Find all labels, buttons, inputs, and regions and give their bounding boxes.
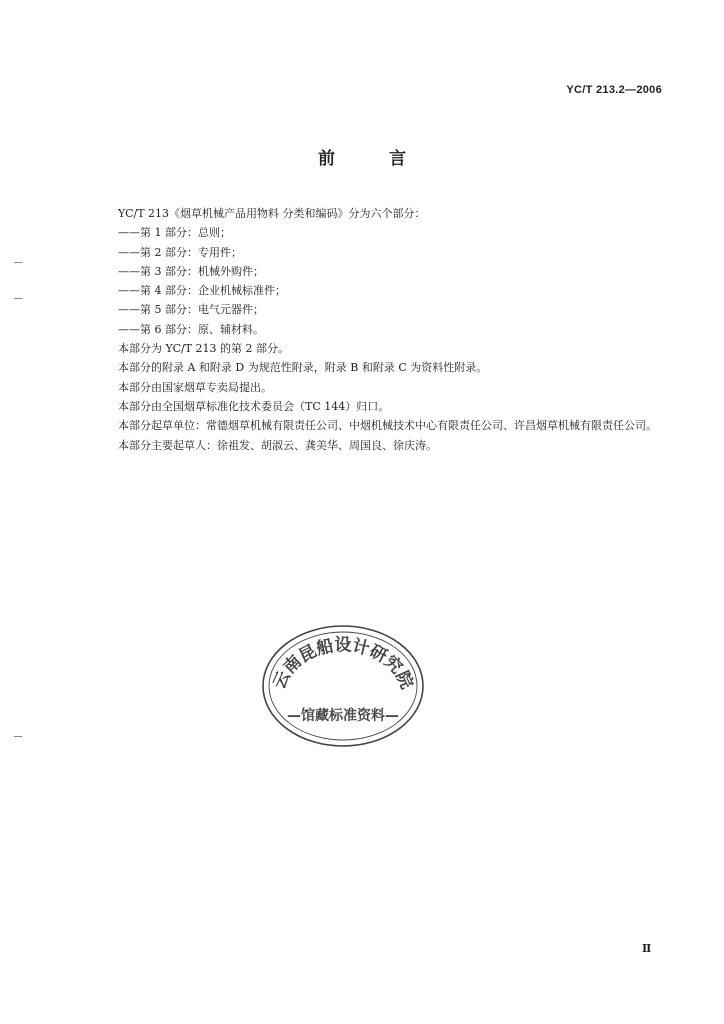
paragraph-line: YC/T 213《烟草机械产品用物料 分类和编码》分为六个部分： [118,207,426,220]
library-seal-stamp [258,620,428,752]
scan-margin-mark [14,262,22,263]
paragraph-line: 本部分的附录 A 和附录 D 为规范性附录，附录 B 和附录 C 为资料性附录。 [118,361,488,375]
page-number: Ⅱ [642,943,652,955]
paragraph-line: ——第 1 部分：总则； [118,226,231,240]
page-title: 前 言 [318,149,430,169]
paragraph-line: ——第 4 部分：企业机械标准件； [118,284,286,298]
seal-bottom-text: —馆藏标准资料— [287,708,399,724]
scan-margin-mark [14,298,22,299]
paragraph-line: ——第 2 部分：专用件； [118,245,242,259]
paragraph-line: ——第 3 部分：机械外购件； [118,264,264,278]
standard-code: YC/T 213.2—2006 [566,84,662,96]
paragraph-line: ——第 6 部分：原、辅材料。 [118,322,264,336]
paragraph-line: ——第 5 部分：电气元器件； [118,303,264,317]
seal-top-text: 云南昆船设计研究院 [269,635,417,693]
paragraph-line: 本部分为 YC/T 213 的第 2 部分。 [118,342,290,356]
paragraph-line: 本部分由国家烟草专卖局提出。 [118,380,272,394]
paragraph-line: 本部分主要起草人：徐祖发、胡淑云、龚美华、周国良、徐庆涛。 [118,438,437,452]
foreword-body [68,204,663,455]
scan-margin-mark [14,736,22,737]
paragraph-line: 本部分起草单位：常德烟草机械有限责任公司、中烟机械技术中心有限责任公司、许昌烟草机械有限责任公司。 [118,419,657,433]
paragraph-line: 本部分由全国烟草标准化技术委员会（TC 144）归口。 [118,399,390,413]
